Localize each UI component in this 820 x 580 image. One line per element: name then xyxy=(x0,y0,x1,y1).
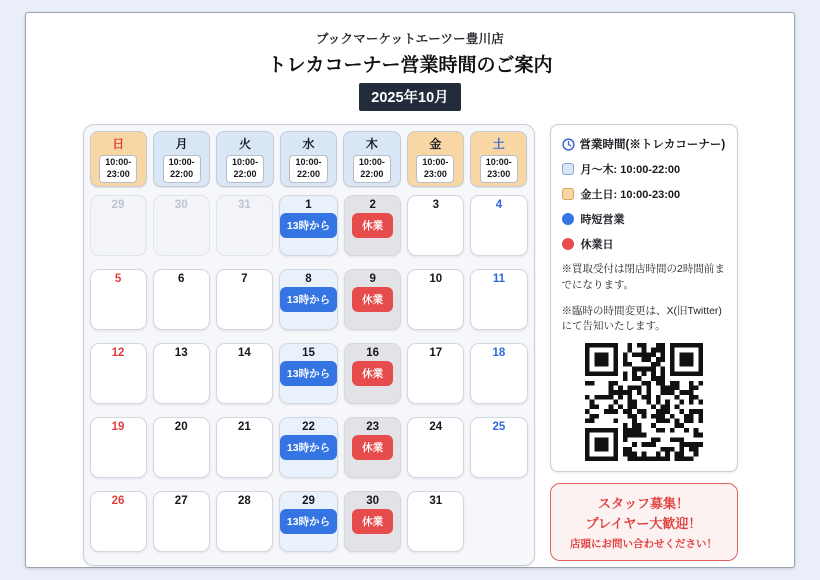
dow-label: 日 xyxy=(112,137,125,152)
dow-label: 水 xyxy=(302,137,315,152)
day-cell-27 xyxy=(153,491,210,552)
legend-item xyxy=(562,211,726,227)
content-row xyxy=(26,124,794,566)
short-hours-badge: 13時から xyxy=(280,435,337,460)
day-cell-30 xyxy=(153,195,210,256)
day-cell-1 xyxy=(279,195,338,256)
day-number: 23 xyxy=(366,421,380,433)
legend-label: 月～木: 10:00-22:00 xyxy=(580,164,681,176)
day-number: 24 xyxy=(429,421,443,433)
day-number: 2 xyxy=(369,199,376,211)
day-number: 27 xyxy=(174,495,188,507)
day-cell-21 xyxy=(216,417,273,478)
right-column xyxy=(550,124,738,566)
note: ※臨時の時間変更は、X(旧Twitter)にて告知いたします。 xyxy=(561,304,722,333)
week-row xyxy=(90,195,528,256)
header xyxy=(26,29,794,111)
day-cell-26 xyxy=(90,491,147,552)
day-number: 29 xyxy=(111,199,125,211)
legend-swatch xyxy=(562,188,574,200)
dow-header-sat xyxy=(470,131,527,187)
page-title: トレカコーナー営業時間のご案内 xyxy=(267,55,553,76)
day-number: 1 xyxy=(305,199,312,211)
legend-notes xyxy=(562,262,726,335)
hours-box: 10:00- 22:00 xyxy=(353,155,391,182)
closed-badge: 休業 xyxy=(352,509,393,534)
day-cell-24 xyxy=(407,417,464,478)
note: ※買取受付は閉店時間の2時間前までになります。 xyxy=(561,263,725,291)
short-hours-badge: 13時から xyxy=(280,361,337,386)
hours-box: 10:00- 23:00 xyxy=(416,155,454,182)
day-cell-6 xyxy=(153,269,210,330)
staff-recruitment-box xyxy=(550,483,738,561)
calendar-weeks xyxy=(90,195,528,552)
legend-item xyxy=(562,186,726,202)
day-number: 30 xyxy=(366,495,380,507)
day-number: 10 xyxy=(429,273,443,285)
day-number: 16 xyxy=(366,347,380,359)
short-hours-badge: 13時から xyxy=(280,509,337,534)
closed-badge: 休業 xyxy=(352,213,393,238)
day-number: 15 xyxy=(302,347,315,359)
day-number: 21 xyxy=(237,421,251,433)
legend-label: 時短営業 xyxy=(580,214,625,226)
day-number: 13 xyxy=(174,347,188,359)
short-hours-badge: 13時から xyxy=(280,287,337,312)
staff-line-3: 店頭にお問い合わせください！ xyxy=(570,538,717,550)
dow-header-mon xyxy=(153,131,210,187)
day-number: 7 xyxy=(241,273,248,285)
day-cell-20 xyxy=(153,417,210,478)
day-cell-29 xyxy=(279,491,338,552)
legend-item xyxy=(562,161,726,177)
calendar-panel xyxy=(83,124,535,566)
day-cell-11 xyxy=(470,269,527,330)
day-cell-13 xyxy=(153,343,210,404)
day-cell-16 xyxy=(344,343,401,404)
legend-label: 金土日: 10:00-23:00 xyxy=(580,189,681,201)
hours-box: 10:00- 23:00 xyxy=(99,155,137,182)
dow-header-fri xyxy=(407,131,464,187)
day-cell-31 xyxy=(216,195,273,256)
day-cell-18 xyxy=(470,343,527,404)
closed-badge: 休業 xyxy=(352,287,393,312)
day-number: 20 xyxy=(174,421,188,433)
day-number: 31 xyxy=(429,495,443,507)
hours-box: 10:00- 22:00 xyxy=(226,155,264,182)
store-name: ブックマーケットエーツー豊川店 xyxy=(315,32,504,46)
day-cell-9 xyxy=(344,269,401,330)
day-cell-22 xyxy=(279,417,338,478)
legend-title-row xyxy=(562,136,726,152)
legend-items xyxy=(562,161,726,252)
week-row xyxy=(90,417,528,478)
day-cell-15 xyxy=(279,343,338,404)
day-cell-30 xyxy=(344,491,401,552)
day-cell-23 xyxy=(344,417,401,478)
day-cell-14 xyxy=(216,343,273,404)
staff-line-1: スタッフ募集！ xyxy=(597,496,689,511)
closed-badge: 休業 xyxy=(352,435,393,460)
legend-item xyxy=(562,236,726,252)
dow-header-wed xyxy=(280,131,337,187)
dow-label: 月 xyxy=(175,137,188,152)
day-number: 12 xyxy=(111,347,125,359)
staff-line-2: プレイヤー大歓迎！ xyxy=(585,515,702,531)
dow-header-thu xyxy=(343,131,400,187)
day-number: 30 xyxy=(174,199,188,211)
day-number: 22 xyxy=(302,421,315,433)
day-number: 17 xyxy=(429,347,443,359)
week-row xyxy=(90,269,528,330)
dow-label: 金 xyxy=(429,137,442,152)
short-hours-badge: 13時から xyxy=(280,213,337,238)
day-number: 26 xyxy=(111,495,125,507)
day-cell-7 xyxy=(216,269,273,330)
day-cell-2 xyxy=(344,195,401,256)
day-number: 8 xyxy=(305,273,312,285)
day-number: 14 xyxy=(237,347,251,359)
dow-label: 木 xyxy=(365,137,378,152)
legend-title: 営業時間(※トレカコーナー) xyxy=(579,139,726,151)
day-number: 29 xyxy=(302,495,315,507)
week-row xyxy=(90,343,528,404)
day-number: 31 xyxy=(237,199,251,211)
dow-header-tue xyxy=(216,131,273,187)
dow-label: 土 xyxy=(492,137,505,152)
dow-label: 火 xyxy=(239,137,252,152)
qr-code xyxy=(585,343,703,461)
hours-box: 10:00- 23:00 xyxy=(480,155,518,182)
day-number: 19 xyxy=(111,421,125,433)
legend-panel xyxy=(550,124,738,472)
legend-label: 休業日 xyxy=(580,239,614,251)
day-number: 11 xyxy=(492,273,506,285)
legend-swatch xyxy=(562,238,574,250)
day-cell-29 xyxy=(90,195,147,256)
day-number: 25 xyxy=(492,421,506,433)
day-cell-8 xyxy=(279,269,338,330)
month-badge: 2025年10月 xyxy=(359,83,460,111)
day-of-week-header-row xyxy=(90,131,528,187)
closed-badge: 休業 xyxy=(352,361,393,386)
day-cell-25 xyxy=(470,417,527,478)
day-cell-12 xyxy=(90,343,147,404)
day-cell-28 xyxy=(216,491,273,552)
day-cell-5 xyxy=(90,269,147,330)
day-number: 28 xyxy=(237,495,251,507)
day-number: 6 xyxy=(177,273,185,285)
legend-swatch xyxy=(562,213,574,225)
day-cell-19 xyxy=(90,417,147,478)
day-cell-31 xyxy=(407,491,464,552)
hours-box: 10:00- 22:00 xyxy=(163,155,201,182)
day-cell-10 xyxy=(407,269,464,330)
day-cell-17 xyxy=(407,343,464,404)
day-number: 18 xyxy=(492,347,506,359)
hours-box: 10:00- 22:00 xyxy=(289,155,327,182)
dow-header-sun xyxy=(90,131,147,187)
legend-swatch xyxy=(562,163,574,175)
day-number: 3 xyxy=(432,199,439,211)
day-number: 4 xyxy=(495,199,503,211)
notice-card xyxy=(25,12,795,568)
week-row xyxy=(90,491,528,552)
day-number: 9 xyxy=(369,273,376,285)
clock-icon xyxy=(562,138,575,151)
qr-wrap xyxy=(562,343,726,461)
day-number: 5 xyxy=(114,273,122,285)
day-cell-4 xyxy=(470,195,527,256)
day-cell-3 xyxy=(407,195,464,256)
